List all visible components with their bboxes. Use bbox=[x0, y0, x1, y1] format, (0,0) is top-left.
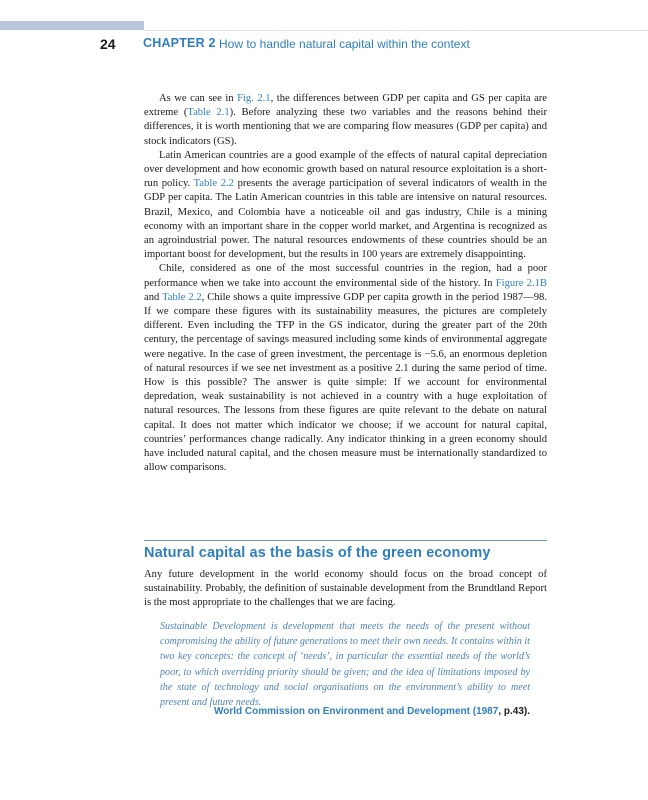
section-body bbox=[144, 568, 547, 611]
section-divider bbox=[144, 540, 547, 541]
text-run: As we can see in bbox=[159, 93, 238, 104]
section-heading: Natural capital as the basis of the green economy bbox=[144, 545, 491, 561]
text-run: and bbox=[144, 291, 163, 303]
table-reference-link[interactable]: Table 2.2 bbox=[193, 178, 234, 190]
header-accent-bar bbox=[0, 21, 144, 30]
attribution-source: World Commission on Environment and Development ( bbox=[214, 706, 477, 717]
text-run: Chile, considered as one of the most successful countries in the region, had a poor performance when we take into account the environmental side of the history. In bbox=[144, 263, 547, 289]
text-run: , Chile shows a quite impressive GDP per capita growth in the period 1987—98. If we compare these figures with its sustainability measures, the pictures are completely different. Even including the TFP in the GS indicator, during the greater part of the 20th century, the percentage of savings measured including some kinds of environmental aggregate were negative. In the case of green investment, the percentage is −5.6, an enormous depletion of natural resources if we see net investment as a positive 2.1 during the same period of time. How is this possible? The answer is quite simple: If we account for environmental depredation, weak sustainability is not achieved in a country with a huge exploitation of natural resources. The lessons from these figures are quite relevant to the debate on natural capital. It does not matter which indicator we choose; if we account for natural capital, countries’ performances change radically. Any indicator thinking in a green economy should have included natural capital, and the chosen measure must be internationally standardized to allow comparisons. bbox=[144, 291, 547, 474]
body-text bbox=[144, 92, 547, 475]
figure-reference-link[interactable]: Fig. 2.1 bbox=[237, 93, 271, 104]
text-run: , the differences between GDP per capita and GS per capita are extreme ( bbox=[144, 93, 548, 119]
chapter-label: CHAPTER 2 bbox=[143, 36, 216, 50]
table-reference-link[interactable]: Table 2.2 bbox=[162, 291, 202, 303]
text-run: Latin American countries are a good example of the effects of natural capital depreciation over development and how economic growth based on natural resource exploitation is a short-run policy. bbox=[144, 149, 547, 190]
running-header bbox=[0, 36, 648, 54]
paragraph: Any future development in the world economy should focus on the broad concept of sustainability. Probably, the definition of sustainable development from the Brundtland Report is the most appropriate to the challenges that we are facing. bbox=[144, 569, 547, 609]
citation-year-link[interactable]: 1987 bbox=[476, 706, 499, 717]
quote-attribution bbox=[144, 706, 530, 717]
figure-reference-link[interactable]: Figure 2.1B bbox=[495, 277, 547, 289]
paragraph bbox=[144, 262, 547, 475]
paragraph bbox=[144, 92, 547, 149]
table-reference-link[interactable]: Table 2.1 bbox=[187, 107, 230, 119]
text-run: ). Before analyzing these two variables and the reasons behind their differences, it is worth mentioning that we are comparing flow measures (GDP per capita) and stock indicators (GS). bbox=[144, 107, 547, 147]
header-rule bbox=[144, 30, 648, 31]
paragraph bbox=[144, 149, 547, 263]
quote-text: Sustainable Development is development that meets the needs of the present without compromising the ability of future generations to meet their own needs. It contains within it two key concepts: the concept of ‘needs’, in particular the essential needs of the world’s poor, to which overriding priority should be given; and the idea of limitations imposed by the state of technology and social organisations on the environment’s ability to meet present and future needs. bbox=[160, 621, 530, 709]
page-number: 24 bbox=[100, 36, 116, 52]
block-quote bbox=[160, 619, 530, 710]
attribution-page: , p.43). bbox=[498, 706, 530, 717]
text-run: presents the average participation of several indicators of wealth in the GDP per capita. The Latin American countries in this table are intensive on natural resources. Brazil, Mexico, and Colombia have a noticeable oil and gas industry, Chile is a mining economy with an important share in the copper world market, and Argentina is recognized as an agroindustrial power. The natural resources endowments of these countries should be an important boost for development, but the results in 100 years are extremely disappointing. bbox=[144, 178, 547, 261]
chapter-title: How to handle natural capital within the context bbox=[219, 37, 470, 51]
